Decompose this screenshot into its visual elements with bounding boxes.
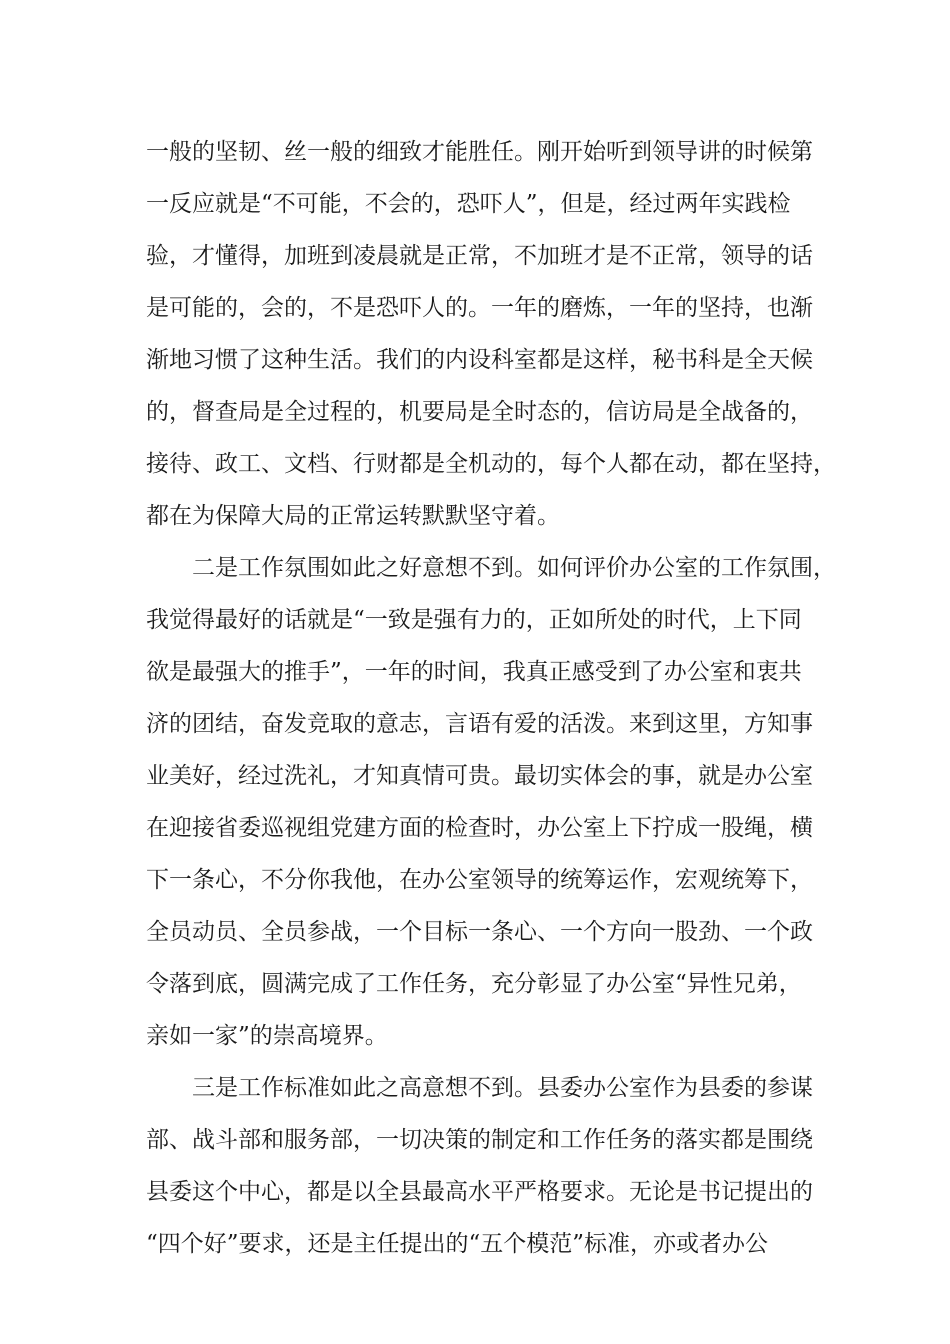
paragraph-continuation (146, 126, 836, 542)
paragraph-point-two (146, 542, 836, 1062)
text-line: “四个好”要求，还是主任提出的“五个模范”标准，亦或者办公 (146, 1231, 769, 1257)
text-line: 全员动员、全员参战，一个目标一条心、一个方向一股劲、一个政 (146, 919, 813, 945)
text-line: 我觉得最好的话就是“一致是强有力的，正如所处的时代，上下同 (146, 607, 802, 633)
text-line: 济的团结，奋发竞取的意志，言语有爱的活泼。来到这里，方知事 (146, 711, 813, 737)
text-line: 令落到底，圆满完成了工作任务，充分彰显了办公室“异性兄弟， (146, 971, 802, 997)
text-line: 在迎接省委巡视组党建方面的检查时，办公室上下拧成一股绳，横 (146, 815, 813, 841)
text-line: 渐地习惯了这种生活。我们的内设科室都是这样，秘书科是全天候 (146, 347, 813, 373)
text-line: 下一条心，不分你我他，在办公室领导的统筹运作，宏观统筹下， (146, 867, 813, 893)
text-line: 一反应就是“不可能，不会的，恐吓人”，但是，经过两年实践检 (146, 191, 791, 217)
text-line: 都在为保障大局的正常运转默默坚守着。 (146, 503, 560, 529)
text-line: 欲是最强大的推手”，一年的时间，我真正感受到了办公室和衷共 (146, 659, 802, 685)
text-line: 县委这个中心，都是以全县最高水平严格要求。无论是书记提出的 (146, 1179, 813, 1205)
text-line: 验，才懂得，加班到凌晨就是正常，不加班才是不正常，领导的话 (146, 243, 813, 269)
text-line: 业美好，经过洗礼，才知真情可贵。最切实体会的事，就是办公室 (146, 763, 813, 789)
text-line: 接待、政工、文档、行财都是全机动的，每个人都在动，都在坚持， (146, 451, 836, 477)
text-line: 部、战斗部和服务部，一切决策的制定和工作任务的落实都是围绕 (146, 1127, 813, 1153)
text-line: 三是工作标准如此之高意想不到。县委办公室作为县委的参谋 (192, 1075, 813, 1101)
text-line: 一般的坚韧、丝一般的细致才能胜任。刚开始听到领导讲的时候第 (146, 139, 813, 165)
paragraph-point-three (146, 1062, 826, 1270)
text-line: 二是工作氛围如此之好意想不到。如何评价办公室的工作氛围， (192, 555, 836, 581)
text-line: 是可能的，会的，不是恐吓人的。一年的磨炼，一年的坚持，也渐 (146, 295, 813, 321)
text-line: 亲如一家”的崇高境界。 (146, 1023, 388, 1049)
body-text (146, 126, 836, 1270)
text-line: 的，督查局是全过程的，机要局是全时态的，信访局是全战备的， (146, 399, 813, 425)
